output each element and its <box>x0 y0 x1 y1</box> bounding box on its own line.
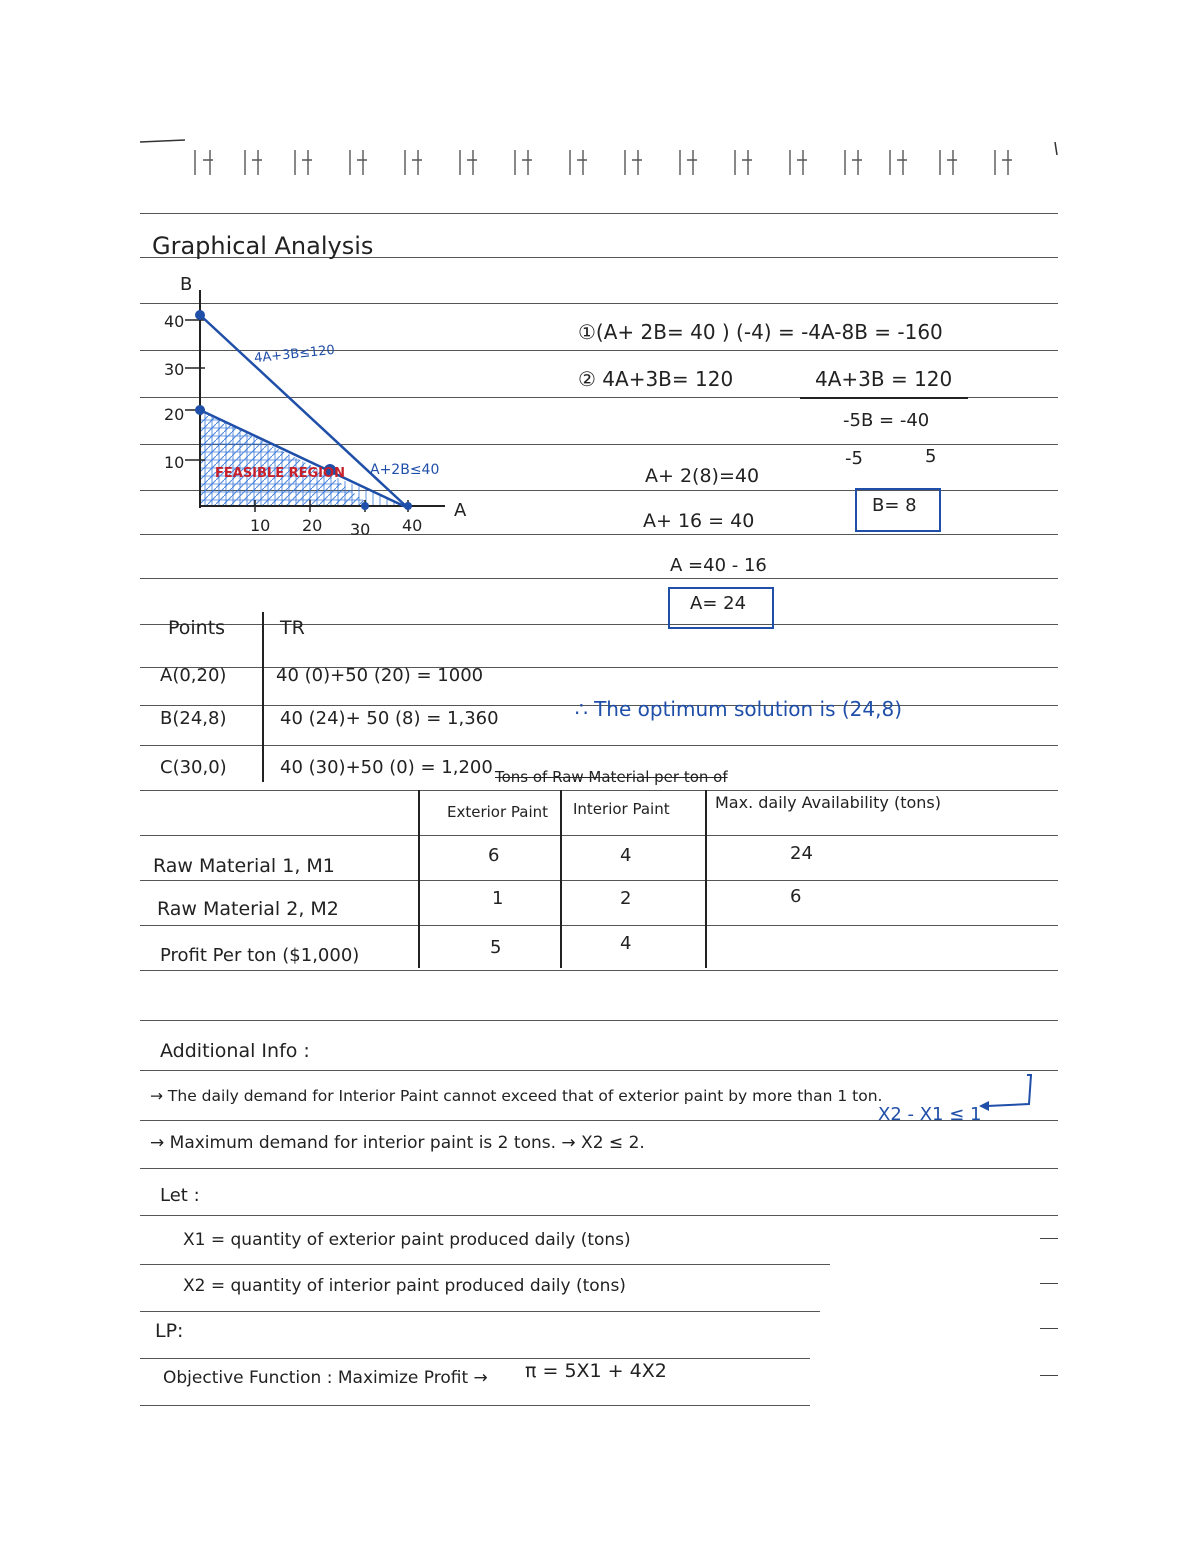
ruled-line <box>140 1168 1058 1169</box>
tr-calc-b: 40 (24)+ 50 (8) = 1,360 <box>280 708 499 729</box>
tr-col-tr: TR <box>280 617 305 639</box>
ruled-line <box>140 835 1058 836</box>
ruled-line <box>140 1311 820 1312</box>
y-tick-40: 40 <box>164 312 185 331</box>
tr-table-divider <box>262 612 264 782</box>
lp-objective: Objective Function : Maximize Profit → <box>163 1368 488 1388</box>
ruled-line <box>140 880 1058 881</box>
raw-table-line <box>418 790 420 968</box>
lp-objective-formula: π = 5X1 + 4X2 <box>525 1360 667 1382</box>
let-x2: X2 = quantity of interior paint produced daily (tons) <box>183 1276 626 1296</box>
ruled-line <box>140 624 1058 625</box>
raw-m1-max: 24 <box>790 843 813 864</box>
ruled-line <box>140 578 1058 579</box>
raw-m2-ext: 1 <box>492 888 504 909</box>
raw-table-line <box>705 790 707 968</box>
b-result: B= 8 <box>872 495 917 516</box>
x-tick-20: 20 <box>302 516 323 535</box>
y-tick-10: 10 <box>164 453 185 472</box>
ruled-line <box>140 1264 830 1265</box>
ruled-line <box>140 1020 1058 1021</box>
raw-m1-int: 4 <box>620 845 632 866</box>
substitution-3: A =40 - 16 <box>670 555 767 576</box>
ruled-line <box>140 745 1058 746</box>
raw-table-title: Tons of Raw Material per ton of <box>495 768 728 786</box>
ruled-line <box>140 213 1058 214</box>
x-tick-10: 10 <box>250 516 271 535</box>
x-tick-30: 30 <box>350 520 371 539</box>
raw-m2-max: 6 <box>790 886 802 907</box>
page-heading: Graphical Analysis <box>152 232 374 260</box>
additional-line-2: → Maximum demand for interior paint is 2 tons. → X2 ≤ 2. <box>150 1133 645 1153</box>
raw-header-interior: Interior Paint <box>573 800 670 818</box>
arrow-icon <box>975 1070 1045 1120</box>
margin-mark <box>1040 1283 1058 1284</box>
tr-point-a: A(0,20) <box>160 665 227 686</box>
ruled-line <box>140 970 1058 971</box>
x-tick-40: 40 <box>402 516 423 535</box>
raw-row-label-m1: Raw Material 1, M1 <box>153 855 335 877</box>
margin-mark <box>1040 1375 1058 1376</box>
ruled-line <box>140 790 1058 791</box>
divisor-right: 5 <box>925 446 937 467</box>
tr-col-points: Points <box>168 617 226 639</box>
raw-header-exterior: Exterior Paint <box>447 803 549 821</box>
additional-line-1: → The daily demand for Interior Paint cannot exceed that of exterior paint by more than 1 ton. <box>150 1087 883 1105</box>
a-result: A= 24 <box>690 593 747 614</box>
optimum-solution: ∴ The optimum solution is (24,8) <box>575 697 902 721</box>
tab-strip-marks <box>0 0 1200 200</box>
ruled-line <box>140 1070 1058 1071</box>
tr-point-b: B(24,8) <box>160 708 227 729</box>
difference: -5B = -40 <box>843 410 930 431</box>
y-axis-label: B <box>180 274 193 295</box>
additional-formula-1: X2 - X1 ≤ 1 <box>878 1104 982 1125</box>
ruled-line <box>140 925 1058 926</box>
margin-mark <box>1040 1328 1058 1329</box>
raw-m1-ext: 6 <box>488 845 500 866</box>
tr-calc-a: 40 (0)+50 (20) = 1000 <box>276 665 484 686</box>
lp-title: LP: <box>155 1320 184 1342</box>
let-title: Let : <box>160 1185 200 1206</box>
equation-1: ①(A+ 2B= 40 ) (-4) = -4A-8B = -160 <box>578 320 943 344</box>
substitution-1: A+ 2(8)=40 <box>645 465 760 487</box>
raw-header-max: Max. daily Availability (tons) <box>715 793 941 812</box>
margin-mark <box>1040 1238 1058 1239</box>
constraint-label-2: A+2B≤40 <box>370 462 440 478</box>
raw-table-line <box>560 790 562 968</box>
feasible-region-label: FEASIBLE REGION <box>215 466 345 481</box>
ruled-line <box>140 1405 810 1406</box>
equation-2: ② 4A+3B= 120 <box>578 367 734 391</box>
raw-row-label-profit: Profit Per ton ($1,000) <box>160 945 360 966</box>
raw-row-label-m2: Raw Material 2, M2 <box>157 898 339 920</box>
let-x1: X1 = quantity of exterior paint produced daily (tons) <box>183 1230 631 1250</box>
graph-canvas <box>160 280 490 540</box>
tr-calc-c: 40 (30)+50 (0) = 1,200 <box>280 757 493 778</box>
substitution-2: A+ 16 = 40 <box>643 510 755 532</box>
y-tick-30: 30 <box>164 360 185 379</box>
equation-2-repeat: 4A+3B = 120 <box>815 367 953 391</box>
tr-point-c: C(30,0) <box>160 757 227 778</box>
raw-profit-ext: 5 <box>490 937 502 958</box>
subtraction-line <box>800 397 968 399</box>
constraint-label-1: 4A+3B≤120 <box>253 342 336 367</box>
raw-m2-int: 2 <box>620 888 632 909</box>
raw-profit-int: 4 <box>620 933 632 954</box>
ruled-line <box>140 1358 810 1359</box>
y-tick-20: 20 <box>164 405 185 424</box>
divisor-left: -5 <box>845 448 863 469</box>
additional-title: Additional Info : <box>160 1040 310 1062</box>
ruled-line <box>140 1215 1058 1216</box>
x-axis-label: A <box>454 500 467 521</box>
